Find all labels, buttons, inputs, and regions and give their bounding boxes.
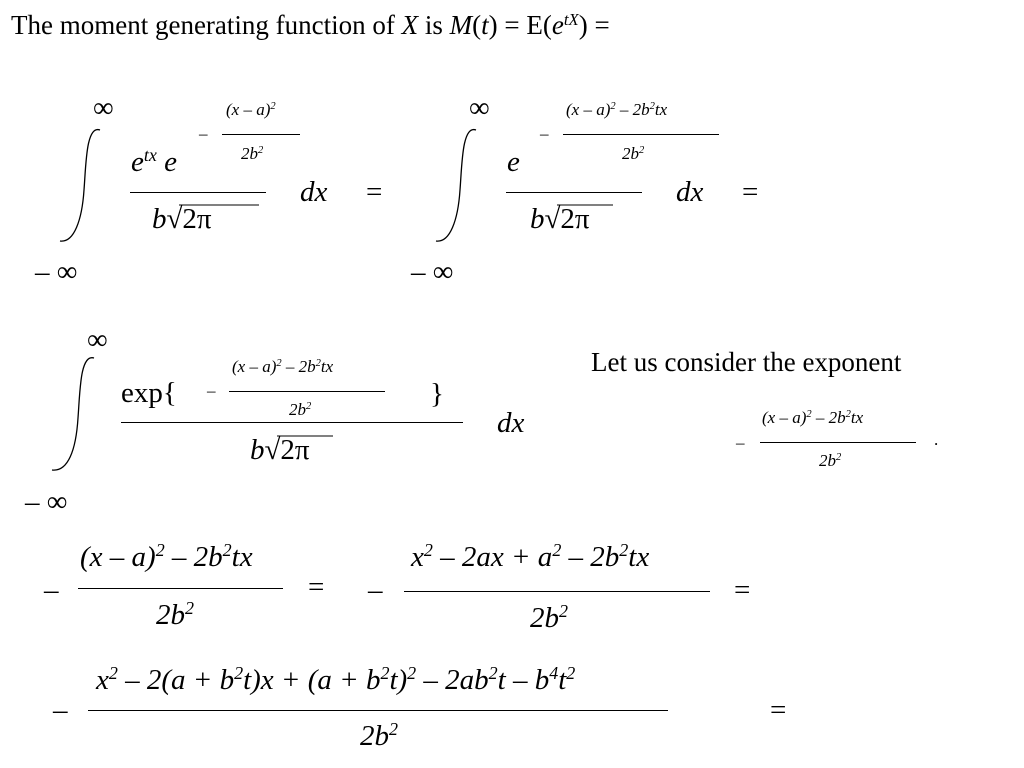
row3-rhs-bar — [404, 591, 710, 592]
note-period: . — [934, 430, 939, 449]
row4-denominator: $2b^2$ — [360, 719, 398, 752]
title-open-paren: ( — [472, 10, 482, 40]
note-numerator: $(x - a)^2 - 2b^2tx$ — [762, 408, 864, 427]
title-m: M — [449, 10, 473, 40]
exponent-denominator-3: $2b^2$ — [289, 400, 312, 419]
exponent-numerator-1: (x – a)$^2$ — [226, 100, 276, 119]
exp-close: } — [430, 378, 444, 410]
note-minus: – — [736, 433, 745, 452]
title-tx-sup: tX — [563, 9, 579, 29]
row3-minus-1: – — [44, 574, 59, 606]
exponent-denominator-1: $2b^2$ — [241, 144, 264, 163]
title-is: is — [418, 10, 450, 40]
exponent-numerator-3: $(x - a)^2 - 2b^2tx$ — [232, 357, 334, 376]
lower-limit-3: – ∞ — [25, 486, 68, 518]
row3-lhs-numerator: $(x - a)^2 - 2b^2tx$ — [80, 540, 253, 573]
row3-lhs-denominator: $2b^2$ — [156, 598, 194, 631]
denominator-1: b√2π — [152, 203, 212, 235]
exponent-denominator-2: $2b^2$ — [622, 144, 645, 163]
row4-equals: = — [770, 694, 787, 726]
equals-1: = — [366, 176, 383, 208]
row3-rhs-denominator: $2b^2$ — [530, 601, 568, 634]
dx-2: dx — [676, 176, 704, 208]
exponent-bar-1 — [222, 134, 300, 135]
note-bar — [760, 442, 916, 443]
lower-limit-1: – ∞ — [35, 256, 78, 288]
root-overline-2 — [557, 204, 647, 208]
fraction-bar-1 — [130, 192, 266, 193]
exponent-minus-2: – — [540, 124, 549, 143]
dx-3: dx — [497, 407, 525, 439]
title-prefix: The moment generating function of — [11, 10, 402, 40]
row4-minus: – — [53, 694, 68, 726]
equals-2: = — [742, 176, 759, 208]
exponent-note: Let us consider the exponent — [591, 347, 902, 377]
dx-1: dx — [300, 176, 328, 208]
exp-open: exp{ — [121, 377, 177, 409]
lower-limit-2: – ∞ — [411, 256, 454, 288]
root-overline-3 — [277, 435, 367, 439]
exponent-minus-3: – — [207, 381, 216, 400]
title-var-x: X — [401, 10, 419, 40]
fraction-bar-2 — [506, 192, 642, 193]
upper-limit-1: ∞ — [93, 92, 114, 124]
row3-equals-1: = — [308, 571, 325, 603]
integrand-e-2: e — [507, 146, 520, 178]
row3-rhs-numerator: $x^2 - 2ax + a^2 - 2b^2tx$ — [411, 540, 650, 573]
fraction-bar-3 — [121, 422, 463, 423]
denominator-2: b√2π — [530, 203, 590, 235]
exponent-numerator-2: $(x - a)^2 - 2b^2tx$ — [566, 100, 668, 119]
title-e: e — [551, 10, 564, 40]
integrand-e-1: $e^{tx}$ e — [131, 145, 177, 178]
exponent-bar-3 — [229, 391, 385, 392]
title-close-eq: ) = E( — [488, 10, 552, 40]
root-overline-1 — [179, 204, 269, 208]
upper-limit-2: ∞ — [469, 92, 490, 124]
title-line — [11, 9, 610, 40]
upper-limit-3: ∞ — [87, 324, 108, 356]
row3-lhs-bar — [78, 588, 283, 589]
note-denominator: $2b^2$ — [819, 451, 842, 470]
row3-equals-2: = — [734, 574, 751, 606]
exponent-bar-2 — [563, 134, 719, 135]
title-t: t — [481, 10, 489, 40]
denominator-3: b√2π — [250, 434, 310, 466]
row3-minus-2: – — [368, 574, 383, 606]
row4-numerator: $x^2 - 2(a + b^2t)x + (a + b^2t)^2 - 2ab^2t - b^4t^2$ — [96, 663, 576, 696]
row4-bar — [88, 710, 668, 711]
title-suffix: ) = — [578, 10, 610, 40]
exponent-minus-1: – — [199, 124, 208, 143]
